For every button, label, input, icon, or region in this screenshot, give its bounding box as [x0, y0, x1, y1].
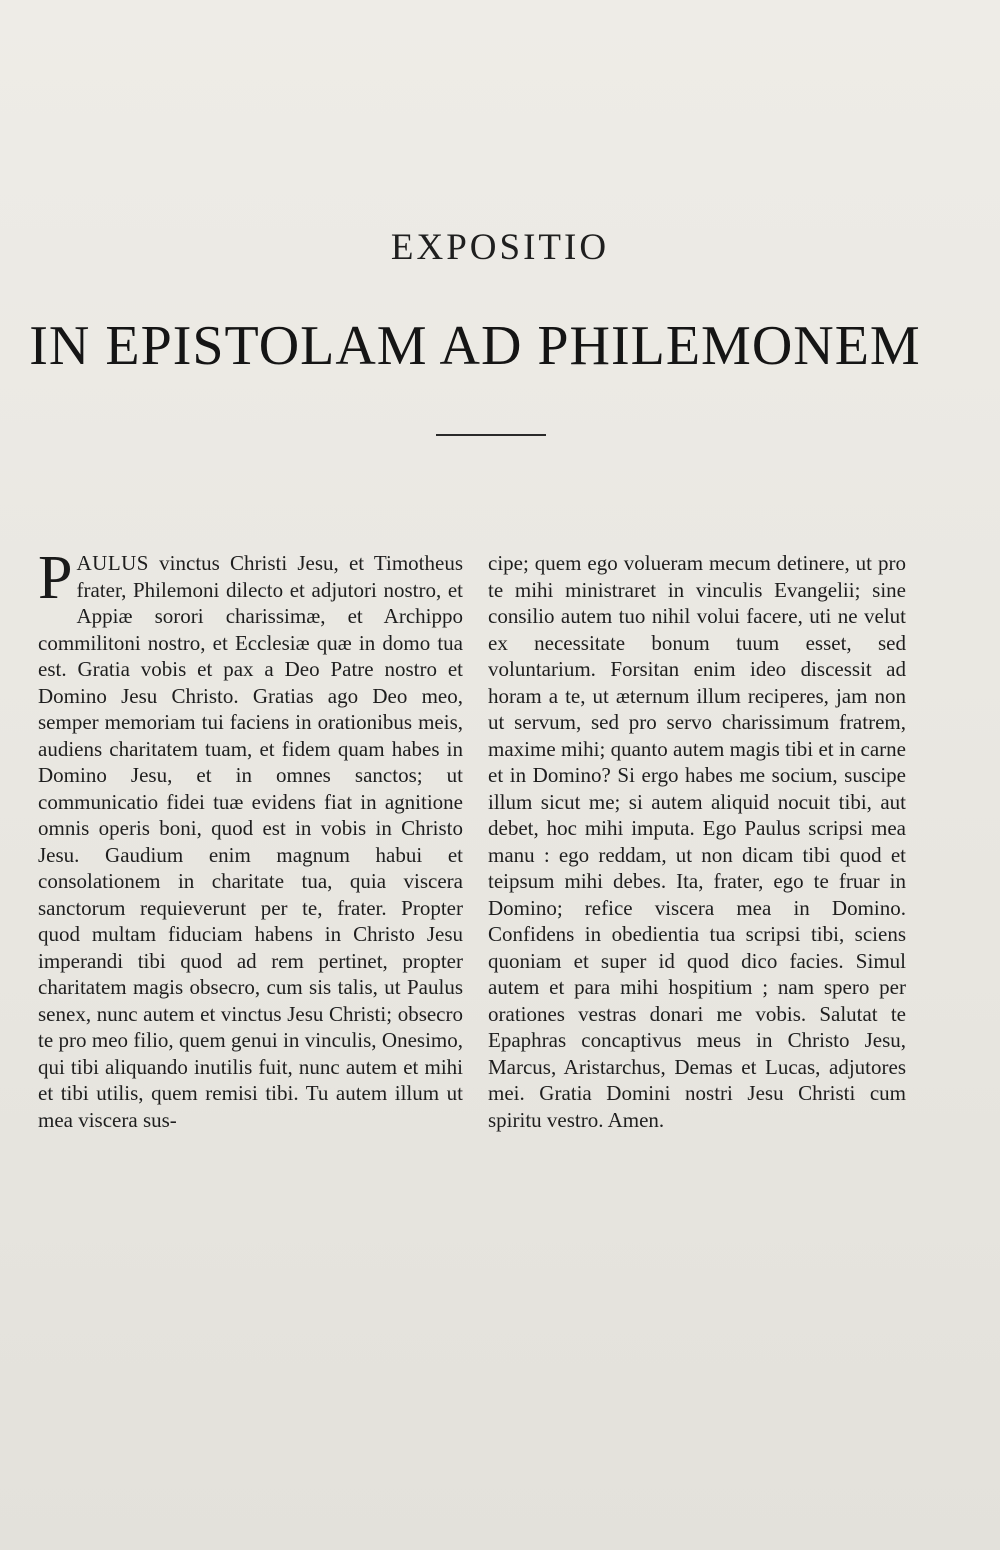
- right-column-text: cipe; quem ego volueram mecum detinere, ut pro te mihi ministraret in vinculis Evangelii; sine consilio autem tuo nihil volui facere, uti ne velut ex necessitate bonum tuum esset, sed voluntarium. Forsitan enim ideo discessit ad horam a te, ut æternum illum reciperes, jam non ut servum, sed pro servo charissimum fratrem, maxime mihi; quanto autem magis tibi et in carne et in Domino? Si ergo habes me socium, suscipe illum sicut me; si autem aliquid nocuit tibi, aut debet, hoc mihi imputa. Ego Paulus scripsi mea manu : ego reddam, ut non dicam tibi quod et teipsum mihi debes. Ita, frater, ego te fruar in Domino; refice viscera mea in Domino. Confidens in obedientia tua scripsi tibi, sciens quoniam et super id quod dico facies. Simul autem et para mihi hospitium ; nam spero per orationes vestras donari me vobis. Salutat te Epaphras concaptivus meus in Christo Jesu, Marcus, Aristarchus, Demas et Lucas, adjutores mei. Gratia Domini nostri Jesu Christi cum spiritu vestro. Amen.: [488, 551, 906, 1132]
- text-column-left: [38, 544, 463, 1133]
- title-expositio: EXPOSITIO: [390, 227, 610, 268]
- left-column-text: vinctus Christi Jesu, et Timotheus frater, Philemoni dilecto et adjutori nostro, et Appiæ sorori charissimæ, et Archippo commilitoni nostro, et Ecclesiæ quæ in domo tua est. Gratia vobis et pax a Deo Patre nostro et Domino Jesu Christo. Gratias ago Deo meo, semper memoriam tui faciens in orationibus meis, audiens charitatem tuam, et fidem quam habes in Domino Jesu, et in omnes sanctos; ut communicatio fidei tuæ evidens fiat in agnitione omnis operis boni, quod est in vobis in Christo Jesu. Gaudium enim magnum habui et consolationem in charitate tua, quia viscera sanctorum requieverunt per te, frater. Propter quod multam fiduciam habens in Christo Jesu imperandi tibi quod ad rem pertinet, propter charitatem magis obsecro, cum sis talis, ut Paulus senex, nunc autem et vinctus Jesu Christi; obsecro te pro meo filio, quem genui in vinculis, Onesimo, qui tibi aliquando inutilis fuit, nunc autem et mihi et tibi utilis, quem remisi tibi. Tu autem illum ut mea viscera sus-: [38, 551, 463, 1132]
- opening-word: AULUS: [76, 551, 149, 575]
- title-epistle: IN EPISTOLAM AD PHILEMONEM: [29, 315, 921, 377]
- drop-cap: P: [38, 544, 73, 612]
- text-column-right: [488, 550, 906, 1133]
- title-rule: [436, 434, 546, 436]
